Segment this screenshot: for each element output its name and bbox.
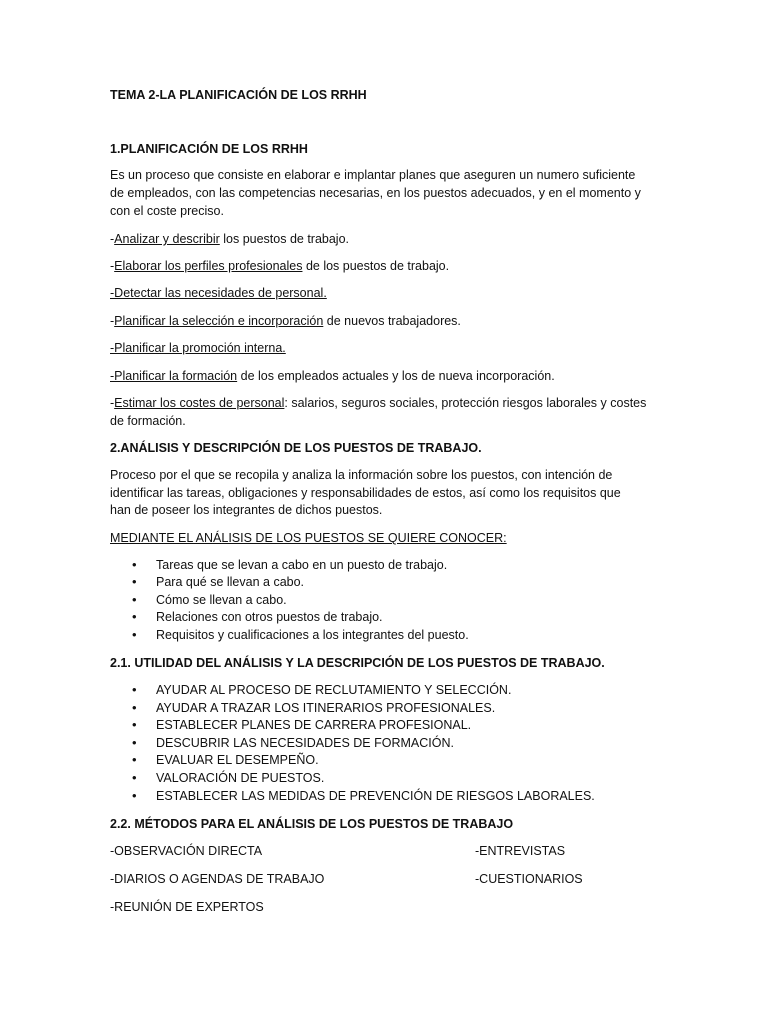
bullet-item: Relaciones con otros puestos de trabajo.: [156, 610, 383, 624]
section-1-paragraph-line: de empleados, con las competencias necesarias, en los puestos adecuados, y en el momento y: [110, 186, 641, 200]
planning-item-underlined: -Detectar las necesidades de personal.: [110, 286, 327, 300]
section-1-paragraph-line: con el coste preciso.: [110, 204, 224, 218]
bullet-dot: •: [132, 557, 137, 572]
planning-item-rest: : salarios, seguros sociales, protección riesgos laborales y costes: [284, 396, 647, 410]
bullet-item: Requisitos y cualificaciones a los integrantes del puesto.: [156, 628, 469, 642]
planning-item-prefix: -: [110, 232, 115, 246]
planning-item-rest: los puestos de trabajo.: [219, 232, 350, 246]
bullet-dot: •: [132, 574, 137, 589]
planning-item-underlined: -Planificar la promoción interna.: [110, 341, 286, 355]
bullet-dot: •: [132, 770, 137, 785]
planning-item-prefix: -: [110, 259, 115, 273]
planning-item: [110, 230, 349, 248]
bullet-item: Cómo se llevan a cabo.: [156, 593, 287, 607]
bullet-item: Para qué se llevan a cabo.: [156, 575, 305, 589]
planning-item: [110, 284, 327, 302]
planning-item-underlined: Analizar y describir: [114, 232, 220, 246]
bullet-item: EVALUAR EL DESEMPEÑO.: [156, 753, 319, 767]
bullet-dot: •: [132, 682, 137, 697]
planning-item: [110, 312, 461, 330]
planning-item: [110, 257, 449, 275]
section-1-heading: 1.PLANIFICACIÓN DE LOS RRHH: [110, 142, 308, 156]
method-item: -OBSERVACIÓN DIRECTA: [110, 844, 263, 858]
method-item: -CUESTIONARIOS: [475, 872, 583, 886]
planning-item-underlined: Planificar la selección e incorporación: [114, 314, 324, 328]
planning-item-prefix: -: [110, 396, 115, 410]
document-title: TEMA 2-LA PLANIFICACIÓN DE LOS RRHH: [110, 88, 367, 102]
planning-item: [110, 367, 555, 385]
section-2-1-heading: 2.1. UTILIDAD DEL ANÁLISIS Y LA DESCRIPCIÓN DE LOS PUESTOS DE TRABAJO.: [110, 656, 605, 670]
bullet-item: AYUDAR A TRAZAR LOS ITINERARIOS PROFESIONALES.: [156, 701, 496, 715]
bullet-item: AYUDAR AL PROCESO DE RECLUTAMIENTO Y SELECCIÓN.: [156, 683, 512, 697]
planning-item-prefix: -: [110, 314, 115, 328]
planning-item-underlined: Estimar los costes de personal: [114, 396, 285, 410]
bullet-dot: •: [132, 788, 137, 803]
method-item: -REUNIÓN DE EXPERTOS: [110, 900, 264, 914]
planning-item-underlined: -Planificar la formación: [110, 369, 238, 383]
section-2-paragraph-line: han de poseer los integrantes de dichos puestos.: [110, 503, 383, 517]
bullet-item: Tareas que se levan a cabo en un puesto de trabajo.: [156, 558, 448, 572]
method-item: -ENTREVISTAS: [475, 844, 566, 858]
section-2-paragraph-line: Proceso por el que se recopila y analiza la información sobre los puestos, con intención de: [110, 468, 613, 482]
bullet-dot: •: [132, 592, 137, 607]
section-2-subheading: MEDIANTE EL ANÁLISIS DE LOS PUESTOS SE QUIERE CONOCER:: [110, 531, 507, 545]
method-item: -DIARIOS O AGENDAS DE TRABAJO: [110, 872, 325, 886]
bullet-dot: •: [132, 609, 137, 624]
bullet-item: ESTABLECER PLANES DE CARRERA PROFESIONAL.: [156, 718, 472, 732]
planning-item: [110, 339, 286, 357]
planning-item-underlined: Elaborar los perfiles profesionales: [114, 259, 303, 273]
planning-item-continuation: de formación.: [110, 414, 186, 428]
bullet-dot: •: [132, 700, 137, 715]
section-1-paragraph-line: Es un proceso que consiste en elaborar e implantar planes que aseguren un numero suficiente: [110, 168, 636, 182]
bullet-item: ESTABLECER LAS MEDIDAS DE PREVENCIÓN DE RIESGOS LABORALES.: [156, 789, 595, 803]
section-2-paragraph-line: identificar las tareas, obligaciones y responsabilidades de estos, así como los requisitos que: [110, 486, 621, 500]
planning-item-rest: de los empleados actuales y los de nueva incorporación.: [237, 369, 555, 383]
section-2-2-heading: 2.2. MÉTODOS PARA EL ANÁLISIS DE LOS PUESTOS DE TRABAJO: [110, 817, 514, 831]
bullet-item: DESCUBRIR LAS NECESIDADES DE FORMACIÓN.: [156, 736, 454, 750]
planning-item-rest: de nuevos trabajadores.: [323, 314, 461, 328]
planning-item-rest: de los puestos de trabajo.: [302, 259, 450, 273]
section-2-heading: 2.ANÁLISIS Y DESCRIPCIÓN DE LOS PUESTOS DE TRABAJO.: [110, 441, 482, 455]
bullet-item: VALORACIÓN DE PUESTOS.: [156, 771, 325, 785]
bullet-dot: •: [132, 735, 137, 750]
planning-item: [110, 394, 646, 412]
bullet-dot: •: [132, 717, 137, 732]
bullet-dot: •: [132, 752, 137, 767]
bullet-dot: •: [132, 627, 137, 642]
